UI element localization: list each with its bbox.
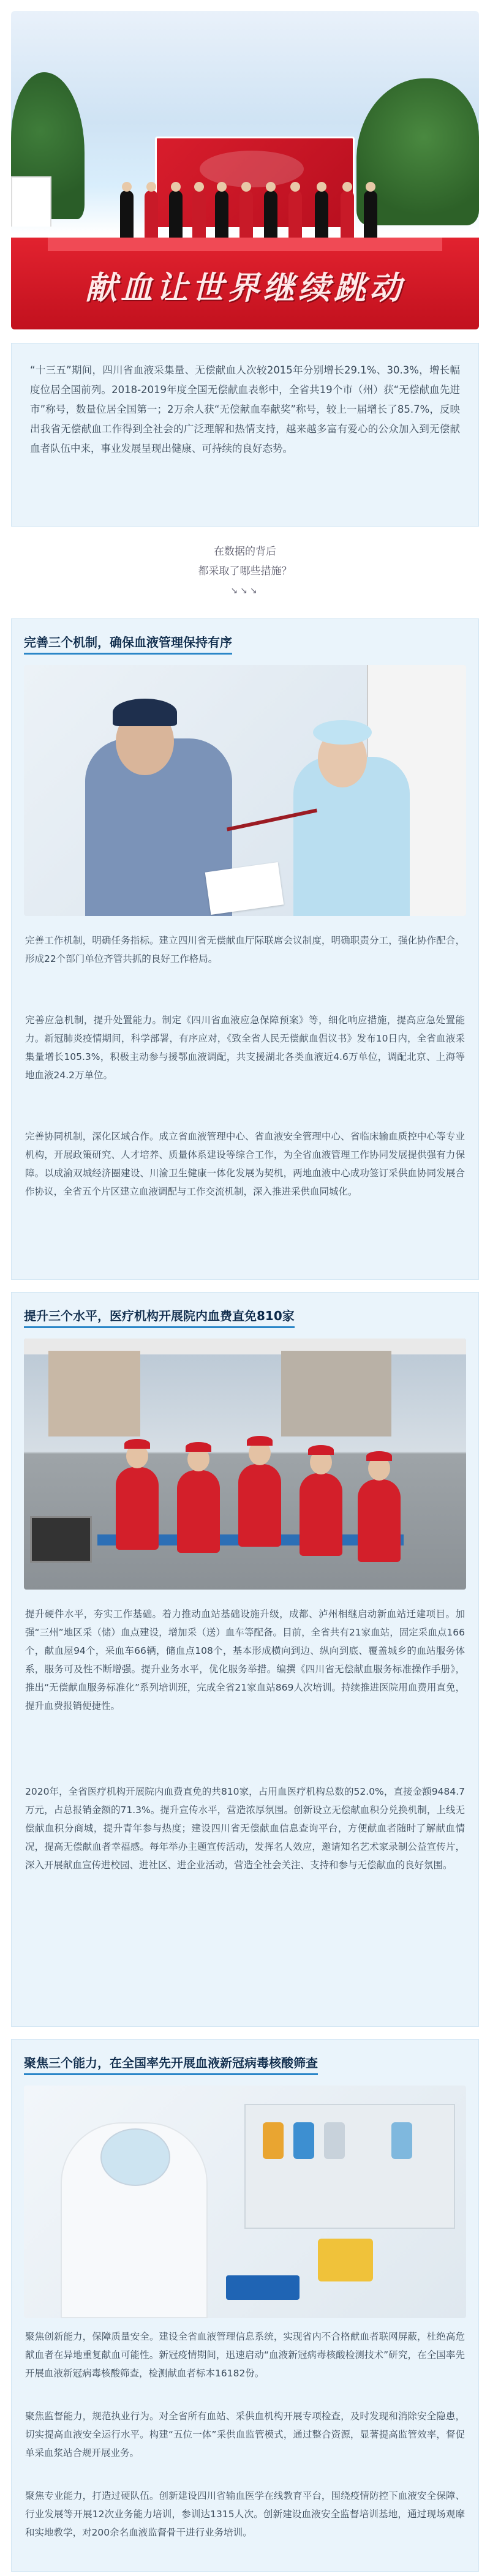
intro-box: [11, 343, 479, 527]
tent-decoration: [11, 176, 51, 227]
down-arrows-icon: ↘↘↘: [230, 586, 260, 596]
section-mechanisms: [11, 618, 479, 1280]
section-levels: [11, 1292, 479, 2027]
paragraph: 提升硬件水平，夯实工作基础。着力推动血站基础设施升级，成都、泸州相继启动新血站迁建项目。加强“三州”地区采（储）血点建设，增加采（送）血车等配备。目前，全省共有21家血站，固定采血点166个，献血屋94个，采血车66辆，储血点108个，基本形成横向到边、纵向到底、覆盖城乡的血站服务体系，服务可及性不断增强。提升业务水平，优化服务举措。编撰《四川省无偿献血服务标准操作手册》，推出“无偿献血服务标准化”系列培训班，完成全省21家血站869人次培训。持续推进医院用血费用直免，提升血费报销便捷性。: [25, 1609, 465, 1711]
paragraph: 完善工作机制，明确任务指标。建立四川省无偿献血厅际联席会议制度，明确职责分工，强化协作配合，形成22个部门单位齐管共抓的良好工作格局。: [25, 935, 465, 964]
paragraph: 2020年，全省医疗机构开展院内血费直免的共810家，占用血医疗机构总数的52.0%，直接金额9484.7万元，占总报销金额的71.3%。提升宣传水平，营造浓厚氛围。创新设立无偿献血积分兑换机制，上线无偿献血积分商城，提升青年参与热度；建设四川省无偿献血信息查询平台，方便献血者随时了解献血情况，提高无偿献血者幸福感。每年举办主题宣传活动，发挥名人效应，邀请知名艺术家录制公益宣传片，深入开展献血宣传进校园、进社区、进企业活动，营造全社会关注、支持和参与无偿献血的良好氛围。: [25, 1786, 465, 1871]
intro-text: “十三五”期间，四川省血液采集量、无偿献血人次较2015年分别增长29.1%、30.3%，增长幅度位居全国前列。2018-2019年度全国无偿献血表彰中，全省共19个市（州）获“无偿献血先进市”称号，数量位居全国第一；2万余人获“无偿献血奉献奖”称号，较上一届增长了85.7%，反映出我省无偿献血工作得到全社会的广泛理解和热情支持，越来越多富有爱心的公众加入到无偿献血者队伍中来，事业发展呈现出健康、可持续的良好态势。: [30, 364, 460, 454]
paragraph: 完善协同机制，深化区域合作。成立省血液管理中心、省血液安全管理中心、省临床输血质控中心等专业机构，开展政策研究、人才培养、质量体系建设等综合工作，为全省血液管理工作协同发展提供强有力保障。以成渝双城经济圈建设、川渝卫生健康一体化发展为契机，两地血液中心成功签订采供血协同发展合作协议，全省五个片区建立血液调配与工作交流机制，深入推进采供血同城化。: [25, 1131, 465, 1197]
section-title: 提升三个水平，医疗机构开展院内血费直免810家: [24, 1306, 295, 1328]
question-line: 都采取了哪些措施？: [198, 565, 292, 577]
banner-photo: [11, 11, 479, 329]
performers-group: [120, 179, 377, 247]
banner-slogan: 献血让世界继续跳动: [85, 269, 405, 307]
question-line: 在数据的背后: [214, 546, 276, 558]
section-capabilities: [11, 2039, 479, 2572]
photo-volunteers: [24, 1339, 466, 1590]
paragraph: 聚焦专业能力，打造过硬队伍。创新建设四川省输血医学在线教育平台，围绕疫情防控下血液安全保障、行业发展等开展12次业务能力培训，参训达1315人次。创新建设血液安全监督培训基地，通过现场观摩和实地教学，对200余名血液监督骨干进行业务培训。: [25, 2490, 465, 2538]
section-title: 完善三个机制，确保血液管理保持有序: [24, 633, 232, 655]
photo-police-donating-blood: [24, 665, 466, 916]
paragraph: 聚焦创新能力，保障质量安全。建设全省血液管理信息系统，实现省内不合格献血者联网屏蔽，杜绝高危献血者在异地重复献血可能性。新冠疫情期间，迅速启动“血液新冠病毒核酸检测技术”研究，在全国率先开展血液新冠病毒核酸筛查，检测献血者标本16182份。: [25, 2331, 465, 2379]
photo-lab-technician: [24, 2086, 466, 2318]
paragraph: 聚焦监督能力，规范执业行为。对全省所有血站、采供血机构开展专项检查，及时发现和消除安全隐患，切实提高血液安全运行水平。构建“五位一体”采供血监管模式，通过整合资源，显著提高监管效率，督促单采血浆站合规开展业务。: [25, 2411, 465, 2458]
section-title: 聚焦三个能力，在全国率先开展血液新冠病毒核酸筛查: [24, 2053, 318, 2075]
question-block: [0, 542, 490, 601]
paragraph: 完善应急机制，提升处置能力。制定《四川省血液应急保障预案》等，细化响应措施，提高应急处置能力。新冠肺炎疫情期间，科学部署，有序应对，《致全省人民无偿献血倡议书》发布10日内，全省血液采集量增长105.3%，积极主动参与援鄂血液调配，共支援湖北各类血液近4.6万单位，调配北京、上海等地血液24.2万单位。: [25, 1015, 465, 1081]
